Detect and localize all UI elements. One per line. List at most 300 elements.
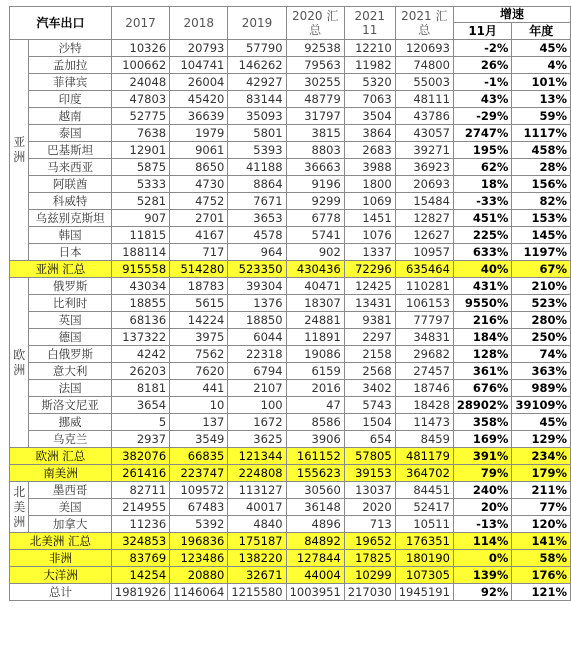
value-2019: 1215580 bbox=[228, 584, 286, 601]
growth-year: 59% bbox=[512, 108, 571, 125]
value-2020-total: 8586 bbox=[286, 414, 344, 431]
value-2020-total: 9299 bbox=[286, 193, 344, 210]
value-2019: 57790 bbox=[228, 40, 286, 57]
growth-year: 280% bbox=[512, 312, 571, 329]
value-2021-total: 39271 bbox=[395, 142, 453, 159]
growth-nov: 79% bbox=[453, 465, 512, 482]
value-2018: 20880 bbox=[170, 567, 228, 584]
total-label: 总计 bbox=[10, 584, 112, 601]
value-2020-total: 30560 bbox=[286, 482, 344, 499]
value-2020-total: 3906 bbox=[286, 431, 344, 448]
header-growth: 增速 bbox=[453, 7, 570, 23]
value-2020-total: 4896 bbox=[286, 516, 344, 533]
value-2017: 83769 bbox=[111, 550, 169, 567]
region-label-europe: 欧洲 bbox=[10, 278, 29, 448]
growth-year: 234% bbox=[512, 448, 571, 465]
value-2017: 324853 bbox=[111, 533, 169, 550]
value-2017: 5281 bbox=[111, 193, 169, 210]
growth-nov: 216% bbox=[453, 312, 512, 329]
value-2019: 40017 bbox=[228, 499, 286, 516]
value-2018: 5392 bbox=[170, 516, 228, 533]
value-2019: 83144 bbox=[228, 91, 286, 108]
table-title: 汽车出口 bbox=[10, 7, 112, 40]
value-2017: 7638 bbox=[111, 125, 169, 142]
country-name: 法国 bbox=[29, 380, 112, 397]
value-2020-total: 155623 bbox=[286, 465, 344, 482]
value-2021-total: 11473 bbox=[395, 414, 453, 431]
growth-nov: 43% bbox=[453, 91, 512, 108]
region-total-label: 大洋洲 bbox=[10, 567, 112, 584]
value-2021-total: 1945191 bbox=[395, 584, 453, 601]
value-2020-total: 40471 bbox=[286, 278, 344, 295]
table-row bbox=[10, 108, 571, 125]
growth-year: 129% bbox=[512, 431, 571, 448]
header-2021-total: 2021 汇总 bbox=[395, 7, 453, 40]
value-2021-nov: 3504 bbox=[344, 108, 395, 125]
value-2021-nov: 72296 bbox=[344, 261, 395, 278]
country-name: 韩国 bbox=[29, 227, 112, 244]
value-2021-nov: 1069 bbox=[344, 193, 395, 210]
growth-nov: 225% bbox=[453, 227, 512, 244]
header-growth-year: 年度 bbox=[512, 22, 571, 39]
table-row bbox=[10, 533, 571, 550]
country-name: 乌克兰 bbox=[29, 431, 112, 448]
value-2017: 5333 bbox=[111, 176, 169, 193]
table-row bbox=[10, 125, 571, 142]
country-name: 菲律宾 bbox=[29, 74, 112, 91]
growth-year: 67% bbox=[512, 261, 571, 278]
value-2020-total: 84892 bbox=[286, 533, 344, 550]
value-2019: 964 bbox=[228, 244, 286, 261]
value-2019: 5393 bbox=[228, 142, 286, 159]
value-2020-total: 161152 bbox=[286, 448, 344, 465]
value-2019: 175187 bbox=[228, 533, 286, 550]
country-name: 挪威 bbox=[29, 414, 112, 431]
value-2021-nov: 654 bbox=[344, 431, 395, 448]
table-row bbox=[10, 193, 571, 210]
value-2018: 1979 bbox=[170, 125, 228, 142]
value-2020-total: 9196 bbox=[286, 176, 344, 193]
value-2018: 223747 bbox=[170, 465, 228, 482]
country-name: 加拿大 bbox=[29, 516, 112, 533]
value-2018: 9061 bbox=[170, 142, 228, 159]
growth-nov: 92% bbox=[453, 584, 512, 601]
region-label-asia: 亚洲 bbox=[10, 40, 29, 261]
growth-nov: -29% bbox=[453, 108, 512, 125]
growth-year: 121% bbox=[512, 584, 571, 601]
table-row bbox=[10, 414, 571, 431]
table-row bbox=[10, 380, 571, 397]
value-2021-nov: 713 bbox=[344, 516, 395, 533]
growth-year: 28% bbox=[512, 159, 571, 176]
value-2018: 36639 bbox=[170, 108, 228, 125]
value-2018: 3549 bbox=[170, 431, 228, 448]
value-2020-total: 8803 bbox=[286, 142, 344, 159]
region-total-label: 北美洲 汇总 bbox=[10, 533, 112, 550]
value-2019: 6044 bbox=[228, 329, 286, 346]
table-row bbox=[10, 244, 571, 261]
growth-year: 45% bbox=[512, 414, 571, 431]
value-2021-total: 8459 bbox=[395, 431, 453, 448]
growth-year: 153% bbox=[512, 210, 571, 227]
value-2017: 214955 bbox=[111, 499, 169, 516]
country-name: 英国 bbox=[29, 312, 112, 329]
value-2018: 2701 bbox=[170, 210, 228, 227]
growth-nov: 184% bbox=[453, 329, 512, 346]
value-2017: 24048 bbox=[111, 74, 169, 91]
value-2017: 137322 bbox=[111, 329, 169, 346]
growth-nov: 40% bbox=[453, 261, 512, 278]
country-name: 马来西亚 bbox=[29, 159, 112, 176]
value-2018: 8650 bbox=[170, 159, 228, 176]
value-2017: 12901 bbox=[111, 142, 169, 159]
value-2020-total: 11891 bbox=[286, 329, 344, 346]
growth-nov: 26% bbox=[453, 57, 512, 74]
region-total-label: 亚洲 汇总 bbox=[10, 261, 112, 278]
value-2021-nov: 13431 bbox=[344, 295, 395, 312]
value-2017: 82711 bbox=[111, 482, 169, 499]
value-2021-nov: 1337 bbox=[344, 244, 395, 261]
value-2021-total: 48111 bbox=[395, 91, 453, 108]
value-2018: 5615 bbox=[170, 295, 228, 312]
growth-year: 989% bbox=[512, 380, 571, 397]
value-2021-total: 36923 bbox=[395, 159, 453, 176]
value-2018: 109572 bbox=[170, 482, 228, 499]
country-name: 印度 bbox=[29, 91, 112, 108]
value-2021-total: 29682 bbox=[395, 346, 453, 363]
value-2019: 121344 bbox=[228, 448, 286, 465]
table-row bbox=[10, 397, 571, 414]
value-2018: 196836 bbox=[170, 533, 228, 550]
value-2021-total: 18428 bbox=[395, 397, 453, 414]
value-2021-nov: 3402 bbox=[344, 380, 395, 397]
value-2017: 10326 bbox=[111, 40, 169, 57]
value-2017: 382076 bbox=[111, 448, 169, 465]
value-2019: 523350 bbox=[228, 261, 286, 278]
value-2019: 3625 bbox=[228, 431, 286, 448]
growth-nov: 169% bbox=[453, 431, 512, 448]
value-2017: 907 bbox=[111, 210, 169, 227]
value-2021-total: 18746 bbox=[395, 380, 453, 397]
growth-nov: 9550% bbox=[453, 295, 512, 312]
value-2017: 3654 bbox=[111, 397, 169, 414]
table-row bbox=[10, 74, 571, 91]
value-2020-total: 2016 bbox=[286, 380, 344, 397]
country-name: 德国 bbox=[29, 329, 112, 346]
value-2020-total: 48779 bbox=[286, 91, 344, 108]
value-2018: 137 bbox=[170, 414, 228, 431]
value-2021-nov: 217030 bbox=[344, 584, 395, 601]
value-2020-total: 5741 bbox=[286, 227, 344, 244]
value-2021-total: 12627 bbox=[395, 227, 453, 244]
value-2021-total: 364702 bbox=[395, 465, 453, 482]
region-total-label: 欧洲 汇总 bbox=[10, 448, 112, 465]
value-2021-nov: 5320 bbox=[344, 74, 395, 91]
value-2017: 68136 bbox=[111, 312, 169, 329]
value-2020-total: 6159 bbox=[286, 363, 344, 380]
value-2021-nov: 1076 bbox=[344, 227, 395, 244]
value-2017: 1981926 bbox=[111, 584, 169, 601]
value-2020-total: 430436 bbox=[286, 261, 344, 278]
value-2017: 18855 bbox=[111, 295, 169, 312]
value-2021-total: 481179 bbox=[395, 448, 453, 465]
value-2018: 4730 bbox=[170, 176, 228, 193]
growth-year: 141% bbox=[512, 533, 571, 550]
header-row bbox=[10, 7, 571, 23]
value-2020-total: 6778 bbox=[286, 210, 344, 227]
car-export-table bbox=[9, 6, 571, 601]
value-2020-total: 127844 bbox=[286, 550, 344, 567]
country-name: 日本 bbox=[29, 244, 112, 261]
growth-nov: 114% bbox=[453, 533, 512, 550]
table-row bbox=[10, 312, 571, 329]
table-row bbox=[10, 482, 571, 499]
growth-nov: -13% bbox=[453, 516, 512, 533]
table-row bbox=[10, 431, 571, 448]
growth-year: 101% bbox=[512, 74, 571, 91]
growth-year: 13% bbox=[512, 91, 571, 108]
value-2017: 11815 bbox=[111, 227, 169, 244]
value-2021-total: 10511 bbox=[395, 516, 453, 533]
growth-nov: 128% bbox=[453, 346, 512, 363]
value-2019: 4840 bbox=[228, 516, 286, 533]
value-2019: 5801 bbox=[228, 125, 286, 142]
value-2018: 14224 bbox=[170, 312, 228, 329]
table-row bbox=[10, 159, 571, 176]
value-2019: 22318 bbox=[228, 346, 286, 363]
growth-year: 176% bbox=[512, 567, 571, 584]
table-row bbox=[10, 516, 571, 533]
growth-nov: 361% bbox=[453, 363, 512, 380]
growth-year: 210% bbox=[512, 278, 571, 295]
value-2017: 5 bbox=[111, 414, 169, 431]
value-2021-total: 74800 bbox=[395, 57, 453, 74]
value-2017: 43034 bbox=[111, 278, 169, 295]
value-2021-nov: 2020 bbox=[344, 499, 395, 516]
table-row bbox=[10, 448, 571, 465]
table-row bbox=[10, 584, 571, 601]
value-2017: 11236 bbox=[111, 516, 169, 533]
value-2018: 26004 bbox=[170, 74, 228, 91]
value-2021-total: 110281 bbox=[395, 278, 453, 295]
value-2021-total: 43786 bbox=[395, 108, 453, 125]
value-2018: 4167 bbox=[170, 227, 228, 244]
growth-nov: 431% bbox=[453, 278, 512, 295]
country-name: 意大利 bbox=[29, 363, 112, 380]
value-2017: 26203 bbox=[111, 363, 169, 380]
country-name: 阿联酋 bbox=[29, 176, 112, 193]
value-2021-total: 55003 bbox=[395, 74, 453, 91]
export-table-container bbox=[9, 6, 571, 601]
table-row bbox=[10, 363, 571, 380]
region-total-label: 非洲 bbox=[10, 550, 112, 567]
growth-year: 523% bbox=[512, 295, 571, 312]
country-name: 比利时 bbox=[29, 295, 112, 312]
table-row bbox=[10, 176, 571, 193]
growth-year: 1197% bbox=[512, 244, 571, 261]
value-2019: 224808 bbox=[228, 465, 286, 482]
value-2017: 47803 bbox=[111, 91, 169, 108]
value-2020-total: 92538 bbox=[286, 40, 344, 57]
growth-year: 179% bbox=[512, 465, 571, 482]
growth-year: 145% bbox=[512, 227, 571, 244]
value-2018: 1146064 bbox=[170, 584, 228, 601]
value-2018: 7620 bbox=[170, 363, 228, 380]
value-2020-total: 79563 bbox=[286, 57, 344, 74]
growth-year: 156% bbox=[512, 176, 571, 193]
growth-nov: -33% bbox=[453, 193, 512, 210]
country-name: 孟加拉 bbox=[29, 57, 112, 74]
country-name: 乌兹别克斯坦 bbox=[29, 210, 112, 227]
value-2019: 146262 bbox=[228, 57, 286, 74]
value-2021-total: 635464 bbox=[395, 261, 453, 278]
growth-year: 77% bbox=[512, 499, 571, 516]
table-row bbox=[10, 227, 571, 244]
value-2021-total: 84451 bbox=[395, 482, 453, 499]
value-2018: 123486 bbox=[170, 550, 228, 567]
growth-nov: 18% bbox=[453, 176, 512, 193]
table-row bbox=[10, 261, 571, 278]
value-2020-total: 36148 bbox=[286, 499, 344, 516]
table-row bbox=[10, 210, 571, 227]
growth-nov: -2% bbox=[453, 40, 512, 57]
growth-year: 58% bbox=[512, 550, 571, 567]
value-2019: 113127 bbox=[228, 482, 286, 499]
growth-year: 458% bbox=[512, 142, 571, 159]
value-2020-total: 902 bbox=[286, 244, 344, 261]
header-2017: 2017 bbox=[111, 7, 169, 40]
value-2021-nov: 12210 bbox=[344, 40, 395, 57]
value-2018: 10 bbox=[170, 397, 228, 414]
value-2021-nov: 2683 bbox=[344, 142, 395, 159]
value-2019: 1672 bbox=[228, 414, 286, 431]
value-2017: 14254 bbox=[111, 567, 169, 584]
value-2021-total: 180190 bbox=[395, 550, 453, 567]
growth-nov: 139% bbox=[453, 567, 512, 584]
growth-year: 120% bbox=[512, 516, 571, 533]
value-2018: 66835 bbox=[170, 448, 228, 465]
growth-year: 1117% bbox=[512, 125, 571, 142]
table-row bbox=[10, 329, 571, 346]
value-2021-total: 176351 bbox=[395, 533, 453, 550]
country-name: 沙特 bbox=[29, 40, 112, 57]
value-2017: 2937 bbox=[111, 431, 169, 448]
value-2021-total: 10957 bbox=[395, 244, 453, 261]
value-2021-nov: 57805 bbox=[344, 448, 395, 465]
value-2021-nov: 1800 bbox=[344, 176, 395, 193]
value-2020-total: 36663 bbox=[286, 159, 344, 176]
region-label-namerica: 北美洲 bbox=[10, 482, 29, 533]
value-2017: 915558 bbox=[111, 261, 169, 278]
value-2020-total: 3815 bbox=[286, 125, 344, 142]
value-2018: 67483 bbox=[170, 499, 228, 516]
value-2019: 100 bbox=[228, 397, 286, 414]
growth-year: 4% bbox=[512, 57, 571, 74]
growth-nov: -1% bbox=[453, 74, 512, 91]
value-2018: 7562 bbox=[170, 346, 228, 363]
growth-year: 45% bbox=[512, 40, 571, 57]
country-name: 美国 bbox=[29, 499, 112, 516]
value-2021-total: 52417 bbox=[395, 499, 453, 516]
header-growth-nov: 11月 bbox=[453, 22, 512, 39]
value-2021-total: 43057 bbox=[395, 125, 453, 142]
value-2017: 5875 bbox=[111, 159, 169, 176]
value-2019: 42927 bbox=[228, 74, 286, 91]
growth-nov: 633% bbox=[453, 244, 512, 261]
value-2018: 3975 bbox=[170, 329, 228, 346]
table-row bbox=[10, 550, 571, 567]
value-2021-total: 20693 bbox=[395, 176, 453, 193]
growth-year: 211% bbox=[512, 482, 571, 499]
value-2021-nov: 1504 bbox=[344, 414, 395, 431]
value-2017: 188114 bbox=[111, 244, 169, 261]
value-2021-nov: 3988 bbox=[344, 159, 395, 176]
growth-nov: 195% bbox=[453, 142, 512, 159]
growth-year: 250% bbox=[512, 329, 571, 346]
growth-nov: 451% bbox=[453, 210, 512, 227]
growth-nov: 391% bbox=[453, 448, 512, 465]
value-2018: 20793 bbox=[170, 40, 228, 57]
table-row bbox=[10, 295, 571, 312]
growth-nov: 0% bbox=[453, 550, 512, 567]
table-row bbox=[10, 465, 571, 482]
value-2018: 4752 bbox=[170, 193, 228, 210]
value-2021-nov: 9381 bbox=[344, 312, 395, 329]
value-2018: 717 bbox=[170, 244, 228, 261]
value-2021-total: 34831 bbox=[395, 329, 453, 346]
value-2019: 4578 bbox=[228, 227, 286, 244]
value-2019: 35093 bbox=[228, 108, 286, 125]
value-2019: 6794 bbox=[228, 363, 286, 380]
value-2018: 45420 bbox=[170, 91, 228, 108]
table-row bbox=[10, 499, 571, 516]
value-2017: 4242 bbox=[111, 346, 169, 363]
table-row bbox=[10, 57, 571, 74]
value-2021-nov: 12425 bbox=[344, 278, 395, 295]
growth-nov: 2747% bbox=[453, 125, 512, 142]
value-2017: 100662 bbox=[111, 57, 169, 74]
table-row bbox=[10, 567, 571, 584]
value-2018: 18783 bbox=[170, 278, 228, 295]
region-total-label: 南美洲 bbox=[10, 465, 112, 482]
value-2021-total: 107305 bbox=[395, 567, 453, 584]
growth-nov: 62% bbox=[453, 159, 512, 176]
header-2019: 2019 bbox=[228, 7, 286, 40]
header-2020-total: 2020 汇总 bbox=[286, 7, 344, 40]
value-2019: 41188 bbox=[228, 159, 286, 176]
value-2019: 7671 bbox=[228, 193, 286, 210]
value-2021-nov: 17825 bbox=[344, 550, 395, 567]
table-row bbox=[10, 40, 571, 57]
value-2020-total: 47 bbox=[286, 397, 344, 414]
value-2021-nov: 7063 bbox=[344, 91, 395, 108]
growth-nov: 358% bbox=[453, 414, 512, 431]
value-2020-total: 31797 bbox=[286, 108, 344, 125]
value-2021-nov: 1451 bbox=[344, 210, 395, 227]
value-2020-total: 44004 bbox=[286, 567, 344, 584]
country-name: 泰国 bbox=[29, 125, 112, 142]
value-2021-total: 12827 bbox=[395, 210, 453, 227]
value-2020-total: 24881 bbox=[286, 312, 344, 329]
value-2019: 138220 bbox=[228, 550, 286, 567]
country-name: 墨西哥 bbox=[29, 482, 112, 499]
growth-year: 74% bbox=[512, 346, 571, 363]
value-2019: 18850 bbox=[228, 312, 286, 329]
value-2021-nov: 2158 bbox=[344, 346, 395, 363]
value-2019: 8864 bbox=[228, 176, 286, 193]
value-2019: 3653 bbox=[228, 210, 286, 227]
value-2021-nov: 5743 bbox=[344, 397, 395, 414]
